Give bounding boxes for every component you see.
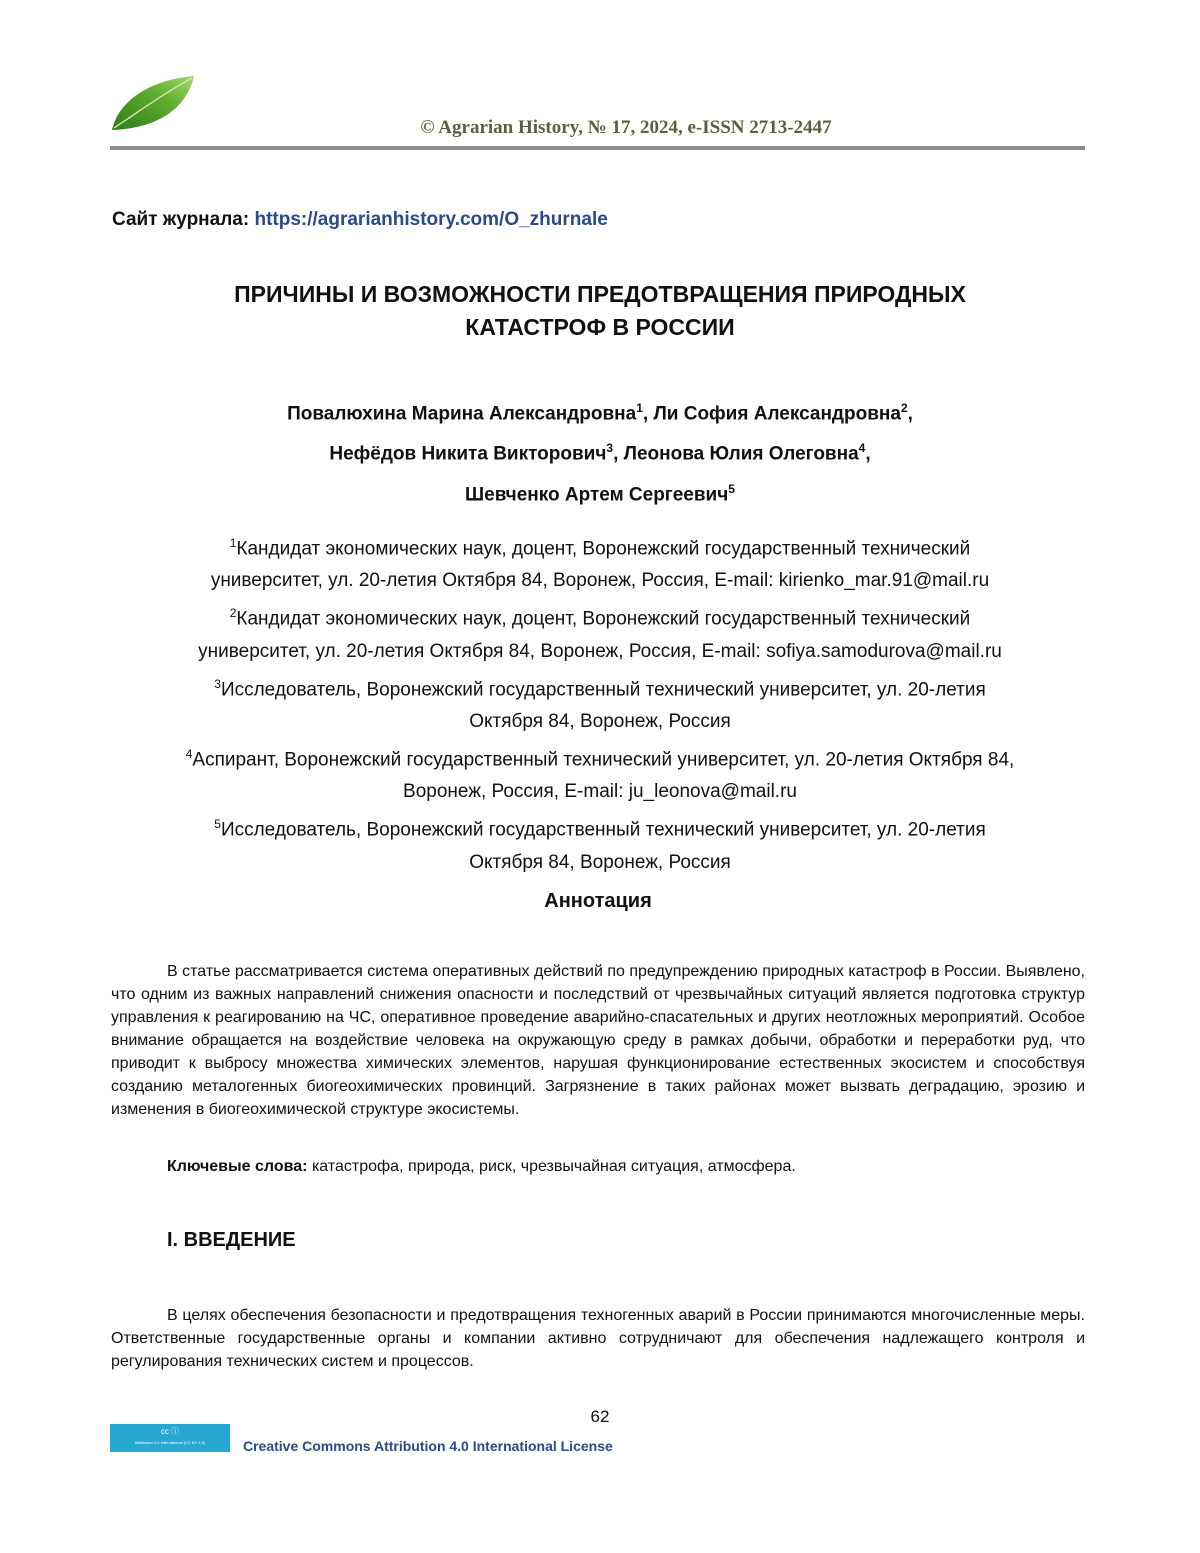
author-sup: 2 bbox=[900, 401, 908, 415]
affiliation-line: университет, ул. 20-летия Октября 84, Воронеж, Россия, E-mail: sofiya.samodurova@mail.ru bbox=[198, 640, 1002, 662]
affiliations bbox=[100, 527, 1100, 879]
author-sup: 5 bbox=[728, 481, 735, 496]
affiliation-text: Исследователь, Воронежский государственный технический университет, ул. 20-летия bbox=[220, 819, 986, 841]
journal-site-line bbox=[112, 209, 608, 231]
author-name: Нефёдов Никита Викторович bbox=[329, 443, 607, 465]
affiliation-line: Воронеж, Россия, E-mail: ju_leonova@mail.ru bbox=[403, 781, 797, 803]
affiliation-text: Исследователь, Воронежский государственный технический университет, ул. 20-летия bbox=[220, 678, 986, 700]
affiliation-text: Кандидат экономических наук, доцент, Воронежский государственный технический bbox=[236, 608, 971, 630]
cc-license-badge[interactable] bbox=[110, 1424, 230, 1452]
title-line-2: КАТАСТРОФ В РОССИИ bbox=[465, 314, 735, 340]
affiliation-line bbox=[100, 738, 1100, 776]
site-label: Сайт журнала: bbox=[112, 209, 255, 230]
section-heading: I. ВВЕДЕНИЕ bbox=[167, 1229, 296, 1251]
keywords bbox=[167, 1158, 796, 1176]
affiliation-text: Аспирант, Воронежский государственный технический университет, ул. 20-летия Октября 84, bbox=[192, 749, 1015, 771]
affiliation-sup: 3 bbox=[214, 676, 221, 691]
keywords-text: катастрофа, природа, риск, чрезвычайная ситуация, атмосфера. bbox=[307, 1158, 796, 1175]
affiliation-sup: 5 bbox=[214, 817, 221, 832]
abstract-heading: Аннотация bbox=[544, 890, 652, 912]
cc-badge-text: Attribution 4.0 International (CC BY 4.0) bbox=[134, 1440, 206, 1445]
journal-header: © Agrarian History, № 17, 2024, e-ISSN 2713-2447 bbox=[420, 117, 832, 138]
cc-icon: cc ⓘ bbox=[160, 1427, 180, 1436]
header-divider bbox=[110, 146, 1085, 150]
author-name: Повалюхина Марина Александровна bbox=[287, 403, 637, 425]
section-text: В целях обеспечения безопасности и предотвращения техногенных аварий в России принимаются многочисленные меры. Ответственные государственные органы и компании активно сотрудничают для обеспечения надлежащего контроля и регулирования технических систем и процессов. bbox=[111, 1307, 1085, 1370]
title-line-1: ПРИЧИНЫ И ВОЗМОЖНОСТИ ПРЕДОТВРАЩЕНИЯ ПРИРОДНЫХ bbox=[234, 281, 966, 307]
affiliation-line: Октября 84, Воронеж, Россия bbox=[469, 851, 731, 873]
author-list bbox=[100, 391, 1100, 512]
license-link[interactable]: Creative Commons Attribution 4.0 International License bbox=[243, 1438, 613, 1454]
author-name: Леонова Юлия Олеговна bbox=[623, 443, 859, 465]
author-line: Нефёдов Никита Викторович$^3$, Леонова Юлия Олеговна$^4$, bbox=[329, 441, 871, 465]
site-link[interactable]: https://agrarianhistory.com/O_zhurnale bbox=[254, 209, 608, 230]
affiliation-line bbox=[100, 597, 1100, 635]
affiliation-line bbox=[100, 527, 1100, 565]
keywords-label: Ключевые слова: bbox=[167, 1158, 308, 1175]
author-name: Шевченко Артем Сергеевич bbox=[465, 483, 729, 505]
page-number: 62 bbox=[590, 1407, 610, 1426]
affiliation-line: Октября 84, Воронеж, Россия bbox=[469, 710, 731, 732]
author-sup: 4 bbox=[858, 441, 866, 456]
author-name: Ли София Александровна bbox=[653, 403, 901, 425]
author-line: Повалюхина Марина Александровна$^1$, Ли София Александровна$^2$, bbox=[287, 401, 913, 425]
author-sup: 3 bbox=[606, 441, 614, 456]
article-title bbox=[100, 278, 1100, 344]
author-sup: 1 bbox=[636, 401, 643, 415]
affiliation-line bbox=[100, 808, 1100, 846]
affiliation-line: университет, ул. 20-летия Октября 84, Воронеж, Россия, E-mail: kirienko_mar.91@mail.ru bbox=[210, 570, 990, 592]
affiliation-sup: 2 bbox=[229, 606, 237, 621]
affiliation-text: Кандидат экономических наук, доцент, Воронежский государственный технический bbox=[236, 538, 971, 560]
affiliation-sup: 1 bbox=[229, 536, 237, 550]
affiliation-sup: 4 bbox=[185, 746, 193, 761]
author-line bbox=[100, 472, 1100, 512]
affiliation-line bbox=[100, 668, 1100, 706]
abstract-text: В статье рассматривается система оперативных действий по предупреждению природных катастроф в России. Выявлено, что одним из важных направлений снижения опасности и последствий от чрезвычайных ситуаций является подготовка структур управления к реагированию на ЧС, оперативное проведение аварийно-спасательных и других неотложных мероприятий. Особое внимание обращается на воздействие человека на окружающую среду в рамках добычи, обработки и переработки руд, что приводит к выбросу множества химических элементов, нарушая функционирование естественных экосистем и способствуя созданию металогенных биогеохимических провинций. Загрязнение в таких районах может вызвать деградацию, эрозию и изменения в биогеохимической структуре экосистемы. bbox=[111, 963, 1085, 1118]
